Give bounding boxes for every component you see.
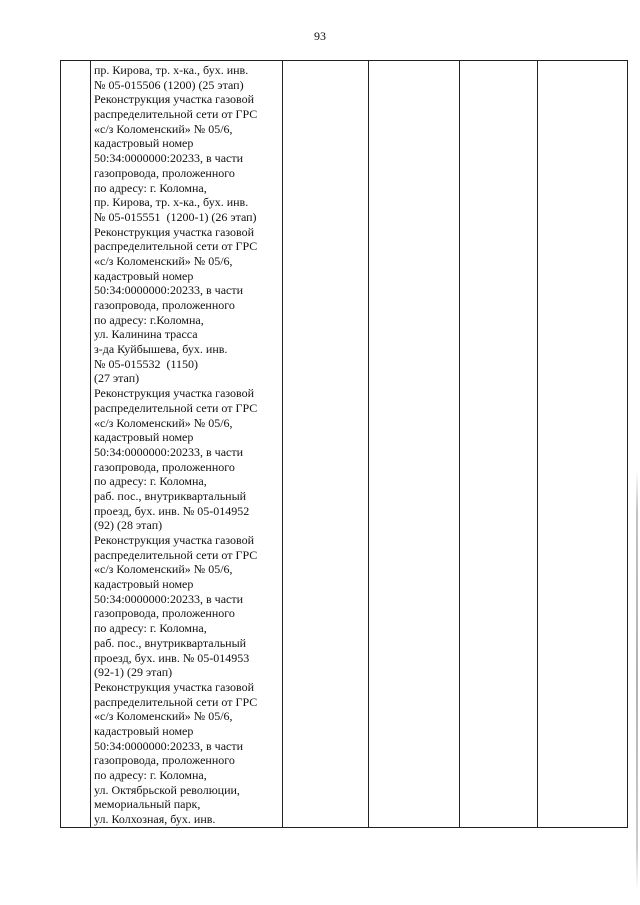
column-divider: [537, 61, 538, 827]
column-divider: [459, 61, 460, 827]
description-line: № 05-015506 (1200) (25 этап): [94, 77, 244, 92]
description-line: «с/з Коломенский» № 05/6,: [94, 562, 233, 577]
description-line: № 05-015551 (1200-1) (26 этап): [94, 209, 257, 224]
scan-edge-shadow: [636, 470, 638, 890]
description-line: «с/з Коломенский» № 05/6,: [94, 121, 233, 136]
description-line: проезд, бух. инв. № 05-014953: [94, 650, 250, 665]
description-line: распределительной сети от ГРС: [94, 400, 258, 415]
description-line: мемориальный парк,: [94, 797, 201, 812]
description-line: по адресу: г.Коломна,: [94, 312, 204, 327]
description-line: кадастровый номер: [94, 136, 194, 151]
page-number: 93: [314, 29, 326, 43]
description-line: 50:34:0000000:20233, в части: [94, 283, 244, 298]
description-line: по адресу: г. Коломна,: [94, 768, 207, 782]
description-line: пр. Кирова, тр. х-ка., бух. инв.: [94, 195, 249, 210]
description-line: распределительной сети от ГРС: [94, 107, 258, 122]
description-line: 50:34:0000000:20233, в части: [94, 738, 244, 753]
description-line: распределительной сети от ГРС: [94, 239, 258, 254]
description-line: распределительной сети от ГРС: [94, 547, 258, 562]
description-line: 50:34:0000000:20233, в части: [94, 591, 244, 606]
description-line: (27 этап): [94, 371, 140, 386]
object-description-cell: [94, 63, 294, 827]
description-line: кадастровый номер: [94, 268, 194, 283]
description-line: ул. Колхозная, бух. инв.: [94, 812, 216, 827]
description-line: газопровода, проложенного: [94, 459, 235, 474]
description-line: проезд, бух. инв. № 05-014952: [94, 503, 250, 518]
description-line: по адресу: г. Коломна,: [94, 621, 207, 636]
description-line: кадастровый номер: [94, 430, 194, 445]
description-line: Реконструкция участка газовой: [94, 92, 255, 107]
description-line: кадастровый номер: [94, 577, 194, 592]
description-line: пр. Кирова, тр. х-ка., бух. инв.: [94, 63, 249, 77]
description-line: «с/з Коломенский» № 05/6,: [94, 253, 233, 268]
description-line: раб. пос., внутриквартальный: [94, 488, 247, 503]
description-line: по адресу: г. Коломна,: [94, 180, 207, 195]
document-table: [60, 60, 628, 828]
description-line: 50:34:0000000:20233, в части: [94, 444, 244, 459]
column-divider: [368, 61, 369, 827]
description-line: № 05-015532 (1150): [94, 356, 198, 371]
description-line: 50:34:0000000:20233, в части: [94, 151, 244, 166]
description-line: распределительной сети от ГРС: [94, 694, 258, 709]
description-line: «с/з Коломенский» № 05/6,: [94, 709, 233, 724]
column-divider: [90, 61, 91, 827]
description-line: ул. Калинина трасса: [94, 327, 198, 342]
description-line: (92) (28 этап): [94, 518, 163, 533]
description-line: газопровода, проложенного: [94, 298, 235, 312]
description-line: газопровода, проложенного: [94, 753, 235, 768]
description-line: Реконструкция участка газовой: [94, 679, 255, 694]
description-line: раб. пос., внутриквартальный: [94, 635, 247, 650]
description-line: «с/з Коломенский» № 05/6,: [94, 415, 233, 430]
description-line: газопровода, проложенного: [94, 165, 235, 180]
description-line: газопровода, проложенного: [94, 606, 235, 621]
description-line: (92-1) (29 этап): [94, 665, 173, 680]
description-line: ул. Октябрьской революции,: [94, 782, 240, 797]
description-line: по адресу: г. Коломна,: [94, 474, 207, 489]
description-line: Реконструкция участка газовой: [94, 386, 255, 401]
description-line: Реконструкция участка газовой: [94, 533, 255, 547]
description-line: кадастровый номер: [94, 723, 194, 738]
description-line: з-да Куйбышева, бух. инв.: [94, 342, 228, 357]
description-line: Реконструкция участка газовой: [94, 224, 255, 239]
